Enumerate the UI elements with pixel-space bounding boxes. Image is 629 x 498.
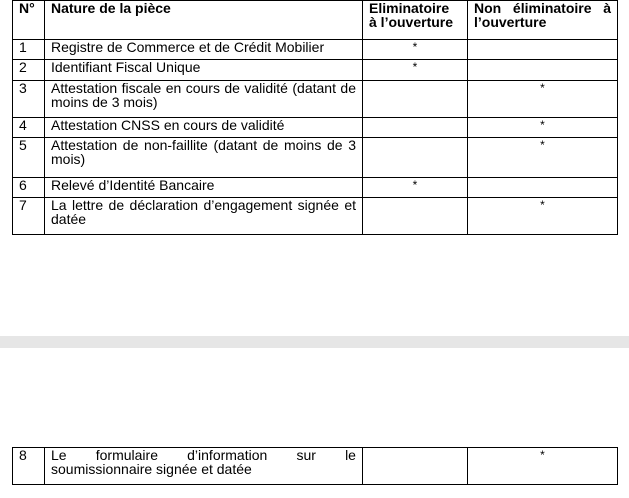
row-non-eliminatoire-mark: *	[468, 118, 618, 138]
header-elim-line1: Eliminatoire	[369, 0, 450, 16]
row-number: 7	[13, 198, 45, 235]
row-eliminatoire-mark	[363, 198, 468, 235]
table-row	[13, 138, 618, 178]
header-nature: Nature de la pièce	[45, 1, 363, 40]
nature-word: Le	[51, 447, 67, 463]
table-row	[13, 448, 618, 485]
row-non-eliminatoire-mark	[468, 60, 618, 81]
row-nature	[45, 81, 363, 118]
row-eliminatoire-mark: *	[363, 40, 468, 60]
header-elim-line2: à l’ouverture	[369, 14, 454, 30]
row-number: 3	[13, 81, 45, 118]
header-nonelim-line2: l’ouverture	[474, 14, 547, 30]
header-non-eliminatoire	[468, 1, 618, 40]
row-nature	[45, 198, 363, 235]
row-eliminatoire-mark	[363, 448, 468, 485]
row-eliminatoire-mark	[363, 138, 468, 178]
row-nature-text: La lettre de déclaration d’engagement signée et datée	[51, 197, 356, 227]
row-nature-line2: soumissionnaire signée et datée	[51, 461, 252, 477]
nature-word: d’information	[187, 447, 268, 463]
row-nature-text: Attestation de non-faillite (datant de moins de 3 mois)	[51, 137, 356, 167]
header-nonelim-line1: Non éliminatoire à	[474, 0, 611, 16]
table-row	[13, 198, 618, 235]
row-non-eliminatoire-mark: *	[468, 138, 618, 178]
row-number: 6	[13, 178, 45, 198]
table-row	[13, 118, 618, 138]
header-num: N°	[13, 1, 45, 40]
row-nature-line1	[51, 448, 356, 462]
row-nature-text: Attestation fiscale en cours de validité (datant de moins de 3 mois)	[51, 80, 356, 110]
documents-table-continued	[12, 447, 618, 485]
row-number: 2	[13, 60, 45, 81]
nature-word: sur	[296, 447, 316, 463]
page-break-band	[0, 336, 629, 348]
row-number: 1	[13, 40, 45, 60]
nature-word: formulaire	[95, 447, 158, 463]
row-non-eliminatoire-mark	[468, 40, 618, 60]
row-number: 4	[13, 118, 45, 138]
row-eliminatoire-mark: *	[363, 60, 468, 81]
row-non-eliminatoire-mark	[468, 178, 618, 198]
row-non-eliminatoire-mark: *	[468, 448, 618, 485]
row-nature: Identifiant Fiscal Unique	[45, 60, 363, 81]
table-row	[13, 178, 618, 198]
row-non-eliminatoire-mark: *	[468, 198, 618, 235]
row-nature	[45, 448, 363, 485]
row-number: 8	[13, 448, 45, 485]
table-row	[13, 40, 618, 60]
table-row	[13, 60, 618, 81]
table-row	[13, 81, 618, 118]
row-nature	[45, 138, 363, 178]
row-nature: Relevé d’Identité Bancaire	[45, 178, 363, 198]
header-eliminatoire	[363, 1, 468, 40]
row-non-eliminatoire-mark: *	[468, 81, 618, 118]
nature-word: le	[345, 447, 356, 463]
documents-table	[12, 0, 618, 235]
row-eliminatoire-mark	[363, 81, 468, 118]
table-header-row	[13, 1, 618, 40]
row-number: 5	[13, 138, 45, 178]
row-eliminatoire-mark: *	[363, 178, 468, 198]
row-nature: Registre de Commerce et de Crédit Mobilier	[45, 40, 363, 60]
row-eliminatoire-mark	[363, 118, 468, 138]
row-nature: Attestation CNSS en cours de validité	[45, 118, 363, 138]
